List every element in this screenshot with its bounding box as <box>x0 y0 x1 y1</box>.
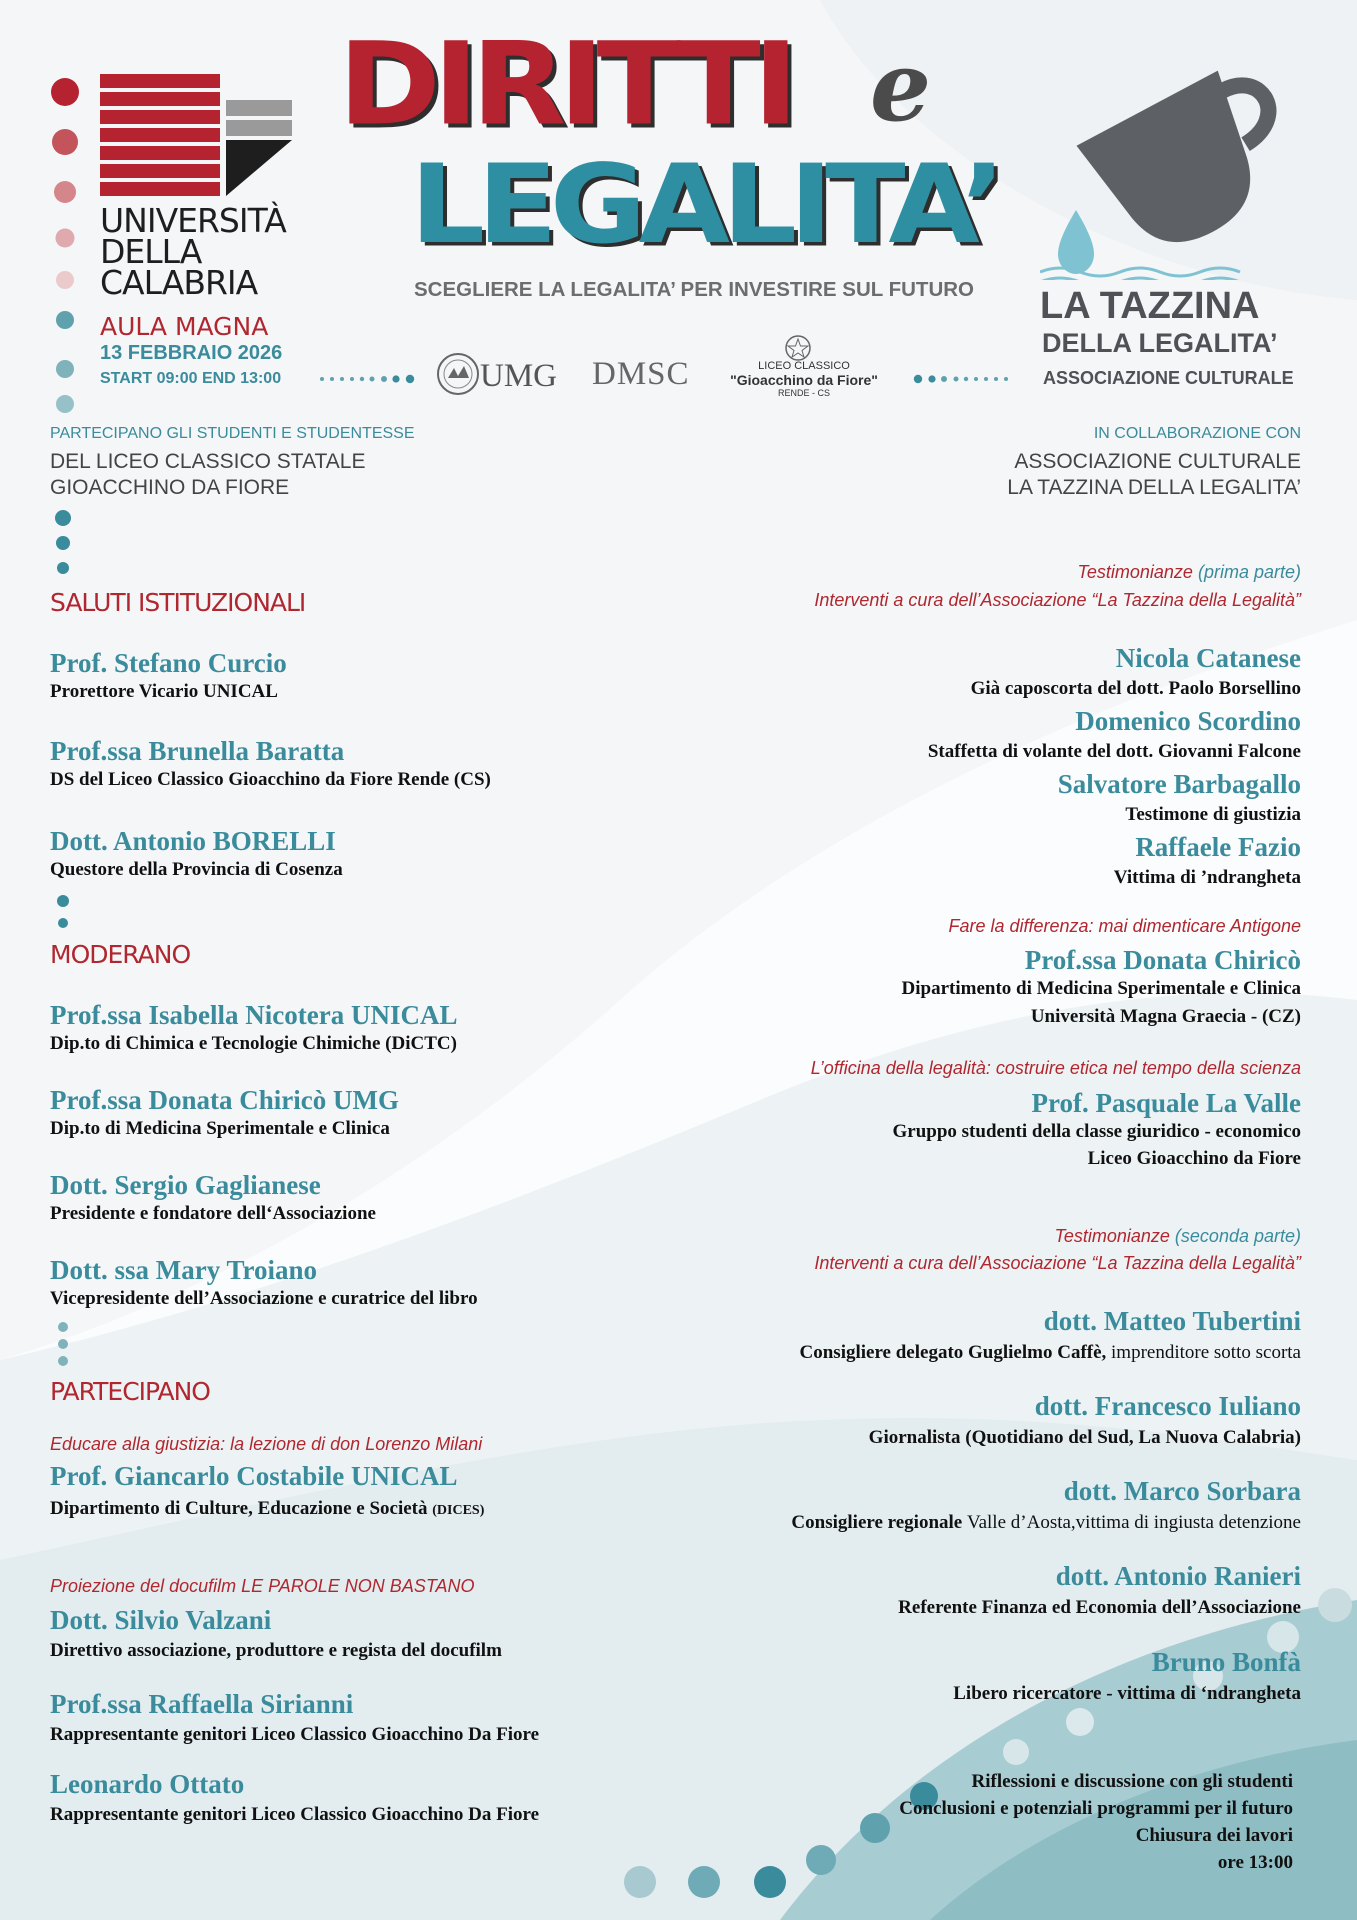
association-logo-line-3: ASSOCIAZIONE CULTURALE <box>1043 368 1294 388</box>
speaker-name: Dott. Silvio Valzani <box>50 1605 272 1635</box>
collaboration-line-2: LA TAZZINA DELLA LEGALITA’ <box>1007 476 1301 499</box>
speaker-name: Prof.ssa Donata Chiricò <box>1024 945 1301 975</box>
topic-label-main: Testimonianze <box>1077 562 1193 582</box>
testimony-name: Bruno Bonfà <box>1151 1647 1301 1677</box>
topic-label-main: Testimonianze <box>1054 1226 1170 1246</box>
speaker-name: Prof.ssa Brunella Baratta <box>50 736 345 766</box>
students-school-line-1: DEL LICEO CLASSICO STATALE <box>50 450 366 473</box>
closing-line: Conclusioni e potenziali programmi per il futuro <box>899 1798 1293 1819</box>
collaboration-label: IN COLLABORAZIONE CON <box>1093 425 1301 442</box>
testimony-role <box>791 1512 1301 1534</box>
speaker-role: Gruppo studenti della classe giuridico - economico <box>892 1121 1301 1142</box>
testimony-name: Domenico Scordino <box>1075 706 1301 736</box>
title-line-1: DIRITTI <box>338 18 791 152</box>
speaker-name: Prof. Stefano Curcio <box>50 648 287 678</box>
testimony-role-text: Consigliere regionale <box>791 1512 963 1533</box>
collaboration-partner <box>1007 449 1301 501</box>
dmsc-logo-text: DMSC <box>592 356 690 392</box>
speaker-role: Direttivo associazione, produttore e regista del docufilm <box>50 1640 502 1661</box>
testimony-name: dott. Antonio Ranieri <box>1055 1561 1301 1591</box>
testimony-name: dott. Marco Sorbara <box>1063 1476 1301 1506</box>
liceo-logo-city: RENDE - CS <box>777 388 830 398</box>
closing-line: Riflessioni e discussione con gli studenti <box>971 1771 1293 1792</box>
testimony-role: Testimone di giustizia <box>1125 804 1301 825</box>
testimony-name: dott. Francesco Iuliano <box>1034 1391 1301 1421</box>
testimony-role: Vittima di ’ndrangheta <box>1113 867 1301 888</box>
speaker-role-text: Dipartimento di Culture, Educazione e Società <box>50 1498 428 1519</box>
speaker-role: Liceo Gioacchino da Fiore <box>1087 1148 1301 1169</box>
university-line-1: UNIVERSITÀ <box>100 201 286 240</box>
title-line-2: LEGALITA’ <box>410 140 998 268</box>
speaker-name: Leonardo Ottato <box>50 1769 245 1799</box>
moderator-name: Dott. Sergio Gaglianese <box>50 1170 321 1200</box>
testimony-role-detail: Valle d’Aosta,vittima di ingiusta detenzione <box>966 1512 1301 1533</box>
dots-row-right <box>912 372 1012 386</box>
speaker-role-abbr: (DICES) <box>432 1503 485 1518</box>
closing-notes <box>899 1768 1293 1876</box>
closing-line: Chiusura dei lavori <box>1135 1825 1293 1846</box>
testimony-role: Libero ricercatore - vittima di ‘ndrangheta <box>953 1683 1301 1704</box>
title-conjunction: e <box>870 30 932 143</box>
students-label: PARTECIPANO GLI STUDENTI E STUDENTESSE <box>50 425 415 442</box>
section-heading-moderano: MODERANO <box>50 940 191 969</box>
students-school <box>50 449 450 501</box>
dots-divider-2 <box>55 893 71 933</box>
event-subtitle: SCEGLIERE LA LEGALITA’ PER INVESTIRE SUL FUTURO <box>414 278 975 301</box>
moderator-name: Dott. ssa Mary Troiano <box>50 1255 317 1285</box>
topic-subline: Interventi a cura dell’Associazione “La Tazzina della Legalità” <box>814 1253 1301 1273</box>
university-name <box>100 201 286 302</box>
testimony-name: dott. Matteo Tubertini <box>1043 1306 1301 1336</box>
testimony-role: Referente Finanza ed Economia dell’Associazione <box>898 1597 1301 1618</box>
coffee-cup-icon <box>1040 60 1320 280</box>
umg-logo-text: UMG <box>480 358 558 394</box>
testimony-name: Salvatore Barbagallo <box>1057 769 1301 799</box>
section-heading-saluti: SALUTI ISTITUZIONALI <box>50 588 306 617</box>
topic-label: Fare la differenza: mai dimenticare Antigone <box>948 916 1301 936</box>
liceo-logo-small: LICEO CLASSICO <box>758 360 850 372</box>
testimony-role-detail: imprenditore sotto scorta <box>1111 1342 1301 1363</box>
speaker-role: Università Magna Graecia - (CZ) <box>1030 1006 1301 1027</box>
moderator-name: Prof.ssa Donata Chiricò UMG <box>50 1085 399 1115</box>
speaker-name: Prof.ssa Raffaella Sirianni <box>50 1689 354 1719</box>
moderator-role: Dip.to di Medicina Sperimentale e Clinica <box>50 1118 390 1139</box>
dots-decoration-left <box>48 76 84 416</box>
speaker-name: Prof. Giancarlo Costabile UNICAL <box>50 1461 458 1491</box>
university-line-3: CALABRIA <box>100 263 258 302</box>
testimony-role <box>800 1342 1301 1364</box>
topic-label: L’officina della legalità: costruire etica nel tempo della scienza <box>810 1058 1301 1078</box>
event-time: START 09:00 END 13:00 <box>100 370 282 387</box>
testimony-role: Già caposcorta del dott. Paolo Borsellino <box>970 678 1301 699</box>
testimony-role: Staffetta di volante del dott. Giovanni Falcone <box>927 741 1301 762</box>
topic-label <box>1055 1226 1302 1247</box>
liceo-logo <box>718 360 890 398</box>
republic-emblem-icon <box>784 334 812 362</box>
moderator-role: Dip.to di Chimica e Tecnologie Chimiche (DiCTC) <box>50 1033 457 1054</box>
topic-label-part: (prima parte) <box>1197 562 1301 582</box>
dots-row-left <box>318 372 418 386</box>
topic-label: Educare alla giustizia: la lezione di don Lorenzo Milani <box>50 1434 483 1454</box>
students-school-line-2: GIOACCHINO DA FIORE <box>50 476 290 499</box>
umg-seal-icon <box>436 352 480 396</box>
speaker-role: Rappresentante genitori Liceo Classico Gioacchino Da Fiore <box>50 1724 540 1745</box>
dots-divider-1 <box>54 508 74 578</box>
speaker-role: Prorettore Vicario UNICAL <box>50 681 278 702</box>
moderator-role: Vicepresidente dell’Associazione e curatrice del libro <box>50 1288 478 1309</box>
event-date: 13 FEBBRAIO 2026 <box>100 342 283 364</box>
liceo-logo-name: "Gioacchino da Fiore" <box>730 372 878 388</box>
speaker-role <box>50 1498 484 1520</box>
testimony-role: Giornalista (Quotidiano del Sud, La Nuova Calabria) <box>868 1427 1301 1448</box>
speaker-role: Questore della Provincia di Cosenza <box>50 859 343 880</box>
dots-divider-3 <box>55 1320 71 1370</box>
moderator-name: Prof.ssa Isabella Nicotera UNICAL <box>50 1000 458 1030</box>
university-line-2: DELLA <box>100 232 202 271</box>
testimony-role-text: Consigliere delegato Guglielmo Caffè, <box>799 1342 1107 1363</box>
testimony-name: Raffaele Fazio <box>1135 832 1301 862</box>
speaker-role: Rappresentante genitori Liceo Classico Gioacchino Da Fiore <box>50 1804 540 1825</box>
topic-label-part: (seconda parte) <box>1174 1226 1301 1246</box>
topic-subline: Interventi a cura dell’Associazione “La Tazzina della Legalità” <box>814 590 1301 610</box>
speaker-name: Prof. Pasquale La Valle <box>1031 1088 1301 1118</box>
speaker-name: Dott. Antonio BORELLI <box>50 826 336 856</box>
collaboration-line-1: ASSOCIAZIONE CULTURALE <box>1014 450 1301 473</box>
topic-label <box>1078 562 1301 583</box>
speaker-role: Dipartimento di Medicina Sperimentale e Clinica <box>901 978 1301 999</box>
section-heading-partecipano: PARTECIPANO <box>50 1377 210 1406</box>
speaker-role: DS del Liceo Classico Gioacchino da Fiore Rende (CS) <box>50 769 491 790</box>
topic-label: Proiezione del docufilm LE PAROLE NON BASTANO <box>50 1576 475 1596</box>
testimony-name: Nicola Catanese <box>1115 643 1301 673</box>
association-logo-line-1: LA TAZZINA <box>1040 285 1260 327</box>
moderator-role: Presidente e fondatore dell‘Associazione <box>50 1203 376 1224</box>
closing-time: ore 13:00 <box>1217 1852 1293 1873</box>
association-logo-line-2: DELLA LEGALITA’ <box>1042 328 1278 358</box>
venue-label: AULA MAGNA <box>100 312 269 341</box>
